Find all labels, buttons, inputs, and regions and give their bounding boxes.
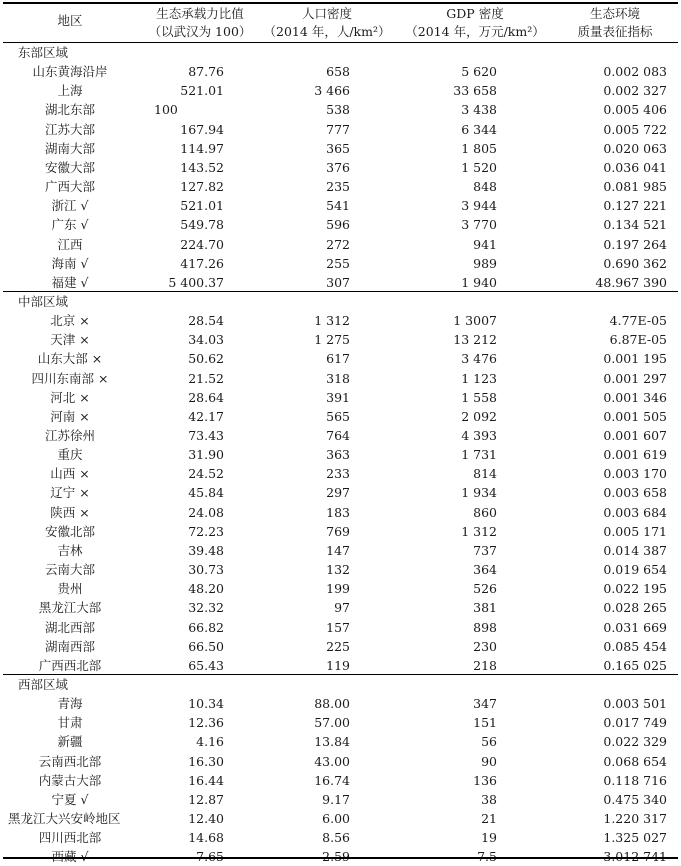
population-density-cell: 3 466 (314, 83, 350, 98)
region-cell: 吉林 (57, 543, 83, 558)
table-row (0, 426, 681, 445)
population-density-cell: 183 (326, 505, 350, 520)
region-cell: 山西 × (50, 466, 90, 481)
table-row (0, 120, 681, 139)
gdp-density-cell: 3 944 (461, 198, 497, 213)
eco-quality-cell: 0.690 362 (603, 256, 667, 271)
eco-quality-cell: 0.028 265 (603, 600, 667, 615)
gdp-density-cell: 848 (473, 179, 497, 194)
table-row (0, 235, 681, 254)
carrying-capacity-cell: 16.30 (188, 754, 224, 769)
eco-quality-cell: 0.002 083 (603, 64, 667, 79)
header-col2-line1: 人口密度 (301, 6, 352, 21)
carrying-capacity-cell: 66.50 (188, 639, 224, 654)
gdp-density-cell: 898 (473, 620, 497, 635)
population-density-cell: 363 (326, 447, 350, 462)
carrying-capacity-cell: 31.90 (188, 447, 224, 462)
gdp-density-cell: 989 (473, 256, 497, 271)
region-cell: 上海 (57, 83, 83, 98)
region-cell: 浙江 √ (51, 198, 89, 213)
eco-quality-cell: 0.003 684 (603, 505, 667, 520)
carrying-capacity-cell: 100 (154, 102, 178, 117)
region-cell: 四川西北部 (38, 830, 102, 845)
gdp-density-cell: 230 (473, 639, 497, 654)
eco-quality-cell: 48.967 390 (595, 275, 667, 290)
region-cell: 湖南大部 (44, 141, 95, 156)
carrying-capacity-cell: 34.03 (188, 332, 224, 347)
region-cell: 安徽大部 (44, 160, 95, 175)
table-row (0, 445, 681, 464)
population-density-cell: 596 (326, 217, 350, 232)
header-region: 地区 (57, 13, 83, 28)
eco-quality-cell: 0.001 346 (603, 390, 667, 405)
table-row (0, 330, 681, 349)
carrying-capacity-cell: 10.34 (188, 696, 224, 711)
gdp-density-cell: 1 940 (461, 275, 497, 290)
population-density-cell: 235 (326, 179, 350, 194)
population-density-cell: 157 (326, 620, 350, 635)
region-cell: 广东 √ (51, 217, 89, 232)
population-density-cell: 9.17 (322, 792, 350, 807)
population-density-cell: 617 (326, 351, 350, 366)
table-row (0, 752, 681, 771)
population-density-cell: 318 (326, 371, 350, 386)
carrying-capacity-cell: 87.76 (188, 64, 224, 79)
eco-quality-cell: 6.87E-05 (609, 332, 667, 347)
eco-quality-cell: 1.220 317 (603, 811, 667, 826)
region-cell: 内蒙古大部 (38, 773, 102, 788)
gdp-density-cell: 1 123 (461, 371, 497, 386)
population-density-cell: 538 (326, 102, 350, 117)
table-row (0, 81, 681, 100)
population-density-cell: 769 (326, 524, 350, 539)
eco-quality-cell: 4.77E-05 (609, 313, 667, 328)
population-density-cell: 225 (326, 639, 350, 654)
eco-quality-cell: 0.001 607 (603, 428, 667, 443)
eco-quality-cell: 0.036 041 (603, 160, 667, 175)
table-row (0, 771, 681, 790)
section-divider (3, 674, 678, 675)
eco-quality-cell: 0.017 749 (603, 715, 667, 730)
population-density-cell: 199 (326, 581, 350, 596)
region-cell: 黑龙江大兴安岭地区 (8, 811, 121, 826)
eco-quality-cell: 0.020 063 (603, 141, 667, 156)
region-cell: 黑龙江大部 (38, 600, 102, 615)
gdp-density-cell: 218 (473, 658, 497, 673)
section-title: 西部区域 (18, 677, 69, 692)
carrying-capacity-cell: 521.01 (180, 83, 224, 98)
region-cell: 河北 × (50, 390, 90, 405)
carrying-capacity-cell: 224.70 (180, 237, 224, 252)
eco-quality-cell: 1.325 027 (603, 830, 667, 845)
region-cell: 江苏徐州 (44, 428, 95, 443)
carrying-capacity-cell: 521.01 (180, 198, 224, 213)
gdp-density-cell: 860 (473, 505, 497, 520)
gdp-density-cell: 56 (481, 734, 497, 749)
carrying-capacity-cell: 32.32 (188, 600, 224, 615)
population-density-cell: 376 (326, 160, 350, 175)
population-density-cell: 297 (326, 485, 350, 500)
region-cell: 福建 √ (51, 275, 89, 290)
carrying-capacity-cell: 16.44 (188, 773, 224, 788)
population-density-cell: 272 (326, 237, 350, 252)
eco-quality-cell: 0.001 619 (603, 447, 667, 462)
eco-quality-cell: 0.003 501 (603, 696, 667, 711)
header-col3-line2: （2014 年，万元/km²） (405, 24, 545, 39)
region-cell: 青海 (57, 696, 83, 711)
carrying-capacity-cell: 24.52 (188, 466, 224, 481)
gdp-density-cell: 526 (473, 581, 497, 596)
eco-quality-cell: 0.068 654 (603, 754, 667, 769)
carrying-capacity-cell: 4.16 (196, 734, 224, 749)
eco-quality-cell: 0.031 669 (603, 620, 667, 635)
region-cell: 河南 × (50, 409, 90, 424)
population-density-cell: 307 (326, 275, 350, 290)
header-col2-line2: （2014 年，人/km²） (263, 24, 391, 39)
carrying-capacity-cell: 28.54 (188, 313, 224, 328)
gdp-density-cell: 21 (481, 811, 497, 826)
carrying-capacity-cell: 14.68 (188, 830, 224, 845)
table-row (0, 541, 681, 560)
eco-quality-cell: 0.475 340 (603, 792, 667, 807)
table-row (0, 254, 681, 273)
eco-quality-cell: 0.003 658 (603, 485, 667, 500)
carrying-capacity-cell: 12.87 (188, 792, 224, 807)
gdp-density-cell: 3 770 (461, 217, 497, 232)
header-col3-line1: GDP 密度 (446, 6, 504, 21)
eco-quality-cell: 0.001 297 (603, 371, 667, 386)
gdp-density-cell: 2 092 (461, 409, 497, 424)
population-density-cell: 1 312 (314, 313, 350, 328)
eco-quality-cell: 0.001 505 (603, 409, 667, 424)
gdp-density-cell: 737 (473, 543, 497, 558)
table-row (0, 215, 681, 234)
gdp-density-cell: 1 558 (461, 390, 497, 405)
table-row (0, 656, 681, 675)
region-cell: 陕西 × (50, 505, 90, 520)
gdp-density-cell: 1 312 (461, 524, 497, 539)
section-title: 东部区域 (18, 45, 69, 60)
table-row (0, 349, 681, 368)
gdp-density-cell: 3 476 (461, 351, 497, 366)
population-density-cell: 8.56 (322, 830, 350, 845)
population-density-cell: 13.84 (314, 734, 350, 749)
region-cell: 广西大部 (44, 179, 95, 194)
carrying-capacity-cell: 5 400.37 (168, 275, 224, 290)
region-cell: 广西西北部 (38, 658, 102, 673)
region-cell: 天津 × (50, 332, 90, 347)
population-density-cell: 365 (326, 141, 350, 156)
eco-quality-cell: 0.197 264 (603, 237, 667, 252)
table-row (0, 100, 681, 119)
table-row (0, 618, 681, 637)
eco-quality-cell: 0.022 195 (603, 581, 667, 596)
gdp-density-cell: 1 520 (461, 160, 497, 175)
population-density-cell: 565 (326, 409, 350, 424)
table-row (0, 598, 681, 617)
carrying-capacity-cell: 127.82 (180, 179, 224, 194)
header-col4-line2: 质量表征指标 (577, 24, 653, 39)
table-row (0, 732, 681, 751)
table-row (0, 196, 681, 215)
population-density-cell: 119 (326, 658, 350, 673)
population-density-cell: 233 (326, 466, 350, 481)
region-cell: 山东黄海沿岸 (32, 64, 108, 79)
eco-quality-cell: 0.002 327 (603, 83, 667, 98)
carrying-capacity-cell: 30.73 (188, 562, 224, 577)
table-row (0, 311, 681, 330)
gdp-density-cell: 6 344 (461, 122, 497, 137)
section-row (0, 675, 681, 694)
table-row (0, 790, 681, 809)
eco-quality-cell: 0.081 985 (603, 179, 667, 194)
carrying-capacity-cell: 39.48 (188, 543, 224, 558)
gdp-density-cell: 90 (481, 754, 497, 769)
population-density-cell: 43.00 (314, 754, 350, 769)
eco-quality-cell: 0.022 329 (603, 734, 667, 749)
table-row (0, 273, 681, 292)
eco-quality-cell: 0.085 454 (603, 639, 667, 654)
region-cell: 安徽北部 (44, 524, 95, 539)
region-cell: 云南西北部 (38, 754, 102, 769)
table-row (0, 522, 681, 541)
bottom-rule (3, 857, 678, 859)
region-cell: 贵州 (57, 581, 83, 596)
carrying-capacity-cell: 65.43 (188, 658, 224, 673)
gdp-density-cell: 5 620 (461, 64, 497, 79)
gdp-density-cell: 364 (473, 562, 497, 577)
table-row (0, 503, 681, 522)
carrying-capacity-cell: 66.82 (188, 620, 224, 635)
carrying-capacity-cell: 72.23 (188, 524, 224, 539)
table-row (0, 158, 681, 177)
population-density-cell: 1 275 (314, 332, 350, 347)
gdp-density-cell: 151 (473, 715, 497, 730)
section-divider (3, 291, 678, 292)
population-density-cell: 6.00 (322, 811, 350, 826)
eco-quality-cell: 0.165 025 (603, 658, 667, 673)
table-row (0, 139, 681, 158)
population-density-cell: 255 (326, 256, 350, 271)
population-density-cell: 764 (326, 428, 350, 443)
eco-quality-cell: 0.019 654 (603, 562, 667, 577)
carrying-capacity-cell: 417.26 (180, 256, 224, 271)
population-density-cell: 777 (326, 122, 350, 137)
top-rule (3, 2, 678, 4)
table-row (0, 809, 681, 828)
gdp-density-cell: 4 393 (461, 428, 497, 443)
region-cell: 湖北西部 (44, 620, 95, 635)
gdp-density-cell: 381 (473, 600, 497, 615)
carrying-capacity-cell: 114.97 (180, 141, 224, 156)
carrying-capacity-cell: 42.17 (188, 409, 224, 424)
eco-quality-cell: 0.127 221 (603, 198, 667, 213)
region-cell: 海南 √ (51, 256, 89, 271)
table-row (0, 388, 681, 407)
carrying-capacity-cell: 45.84 (188, 485, 224, 500)
carrying-capacity-cell: 143.52 (180, 160, 224, 175)
eco-quality-cell: 0.118 716 (603, 773, 667, 788)
eco-quality-cell: 0.014 387 (603, 543, 667, 558)
eco-quality-cell: 0.005 406 (603, 102, 667, 117)
population-density-cell: 16.74 (314, 773, 350, 788)
population-density-cell: 147 (326, 543, 350, 558)
carrying-capacity-cell: 28.64 (188, 390, 224, 405)
section-title: 中部区域 (18, 294, 69, 309)
gdp-density-cell: 136 (473, 773, 497, 788)
gdp-density-cell: 941 (473, 237, 497, 252)
population-density-cell: 132 (326, 562, 350, 577)
population-density-cell: 97 (334, 600, 350, 615)
region-cell: 重庆 (57, 447, 83, 462)
carrying-capacity-cell: 12.36 (188, 715, 224, 730)
population-density-cell: 658 (326, 64, 350, 79)
population-density-cell: 88.00 (314, 696, 350, 711)
carrying-capacity-cell: 48.20 (188, 581, 224, 596)
table-row (0, 828, 681, 847)
population-density-cell: 57.00 (314, 715, 350, 730)
gdp-density-cell: 38 (481, 792, 497, 807)
population-density-cell: 541 (326, 198, 350, 213)
eco-quality-cell: 0.003 170 (603, 466, 667, 481)
table-row (0, 407, 681, 426)
region-cell: 甘肃 (57, 715, 83, 730)
table-row (0, 579, 681, 598)
table-row (0, 177, 681, 196)
eco-quality-cell: 0.005 722 (603, 122, 667, 137)
region-cell: 北京 × (50, 313, 90, 328)
gdp-density-cell: 347 (473, 696, 497, 711)
table-row (0, 62, 681, 81)
table-row (0, 369, 681, 388)
table-row (0, 483, 681, 502)
carrying-capacity-cell: 12.40 (188, 811, 224, 826)
eco-quality-cell: 0.005 171 (603, 524, 667, 539)
section-row (0, 292, 681, 311)
carrying-capacity-cell: 549.78 (180, 217, 224, 232)
gdp-density-cell: 33 658 (453, 83, 497, 98)
region-cell: 湖北东部 (44, 102, 95, 117)
carrying-capacity-cell: 24.08 (188, 505, 224, 520)
gdp-density-cell: 1 805 (461, 141, 497, 156)
population-density-cell: 391 (326, 390, 350, 405)
gdp-density-cell: 3 438 (461, 102, 497, 117)
carrying-capacity-cell: 167.94 (180, 122, 224, 137)
gdp-density-cell: 19 (481, 830, 497, 845)
carrying-capacity-cell: 21.52 (188, 371, 224, 386)
eco-quality-cell: 0.134 521 (603, 217, 667, 232)
carrying-capacity-cell: 73.43 (188, 428, 224, 443)
region-cell: 江西 (57, 237, 83, 252)
region-cell: 江苏大部 (44, 122, 95, 137)
table-row (0, 637, 681, 656)
gdp-density-cell: 1 731 (461, 447, 497, 462)
header-col1-line1: 生态承载力比值 (156, 6, 244, 21)
region-cell: 湖南西部 (44, 639, 95, 654)
carrying-capacity-cell: 50.62 (188, 351, 224, 366)
header-col4-line1: 生态环境 (589, 6, 640, 21)
region-cell: 辽宁 × (50, 485, 90, 500)
region-cell: 宁夏 √ (51, 792, 89, 807)
gdp-density-cell: 1 3007 (453, 313, 497, 328)
header-col1-line2: （以武汉为 100） (148, 24, 252, 39)
table-row (0, 694, 681, 713)
eco-quality-cell: 0.001 195 (603, 351, 667, 366)
table-row (0, 560, 681, 579)
gdp-density-cell: 814 (473, 466, 497, 481)
table-row (0, 464, 681, 483)
gdp-density-cell: 13 212 (453, 332, 497, 347)
region-cell: 山东大部 × (37, 351, 103, 366)
gdp-density-cell: 1 934 (461, 485, 497, 500)
region-cell: 新疆 (57, 734, 83, 749)
region-cell: 四川东南部 × (31, 371, 109, 386)
table-row (0, 713, 681, 732)
region-cell: 云南大部 (44, 562, 95, 577)
section-row (0, 43, 681, 62)
